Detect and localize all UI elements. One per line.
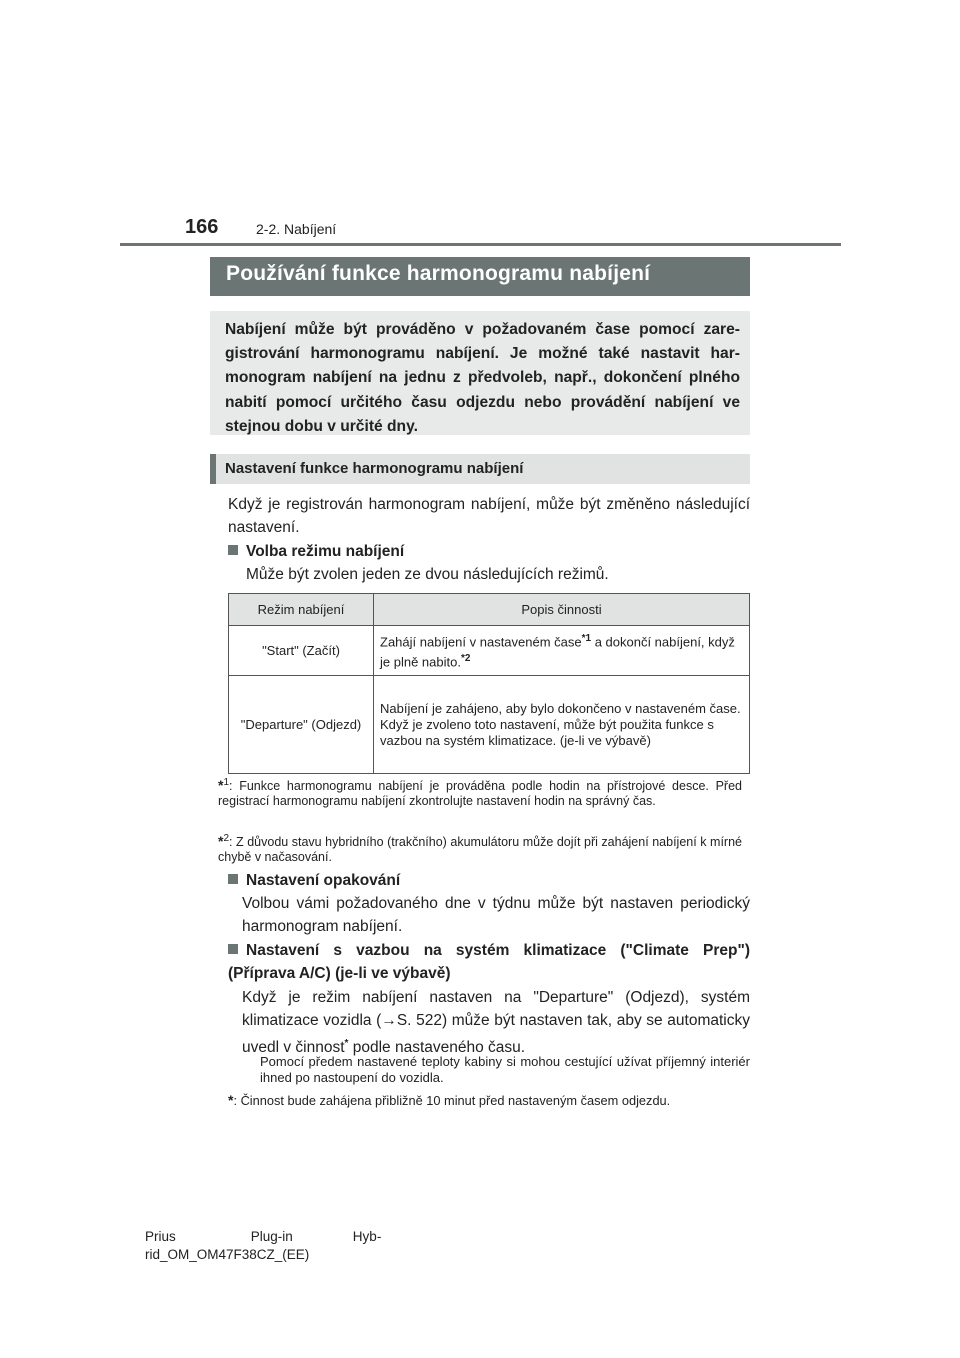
page-title: Používání funkce harmonogramu nabíjení — [226, 262, 651, 285]
table-header: Režim nabíjení — [229, 594, 374, 626]
section-label: 2-2. Nabíjení — [256, 221, 337, 237]
text-part: S. 522) může být nastaven tak, aby se automaticky uvedl v činnost — [242, 1012, 751, 1057]
text-part: Když je režim nabíjení nastaven na "Departure" (Odjezd), systém klimatizace vozidla ( — [242, 989, 750, 1029]
table-cell-mode: "Departure" (Odjezd) — [229, 676, 374, 774]
desc-text: Nabíjení je zahájeno, aby bylo dokončeno v nastaveném čase. — [380, 700, 741, 716]
item-title: Nastavení opakování — [246, 872, 401, 889]
item-text: Volbou vámi požadovaného dne v týdnu může být nastaven periodický harmonogram nabíjení. — [242, 895, 750, 935]
item-title: Nastavení s vazbou na systém klimatizace ("Climate Prep") (Příprava A/C) (je-li ve výbavě) — [228, 942, 750, 982]
bullet-square-icon — [228, 874, 238, 884]
footnote-number: 2 — [223, 833, 230, 844]
table-cell-desc — [374, 626, 750, 676]
paragraph-intro: Když je registrován harmonogram nabíjení, může být změněno následující nastavení. — [228, 496, 750, 536]
desc-text: Když je zvoleno toto nastavení, může být použita funkce s vazbou na systém klimatizace. (je-li ve výbavě) — [380, 716, 714, 748]
item-repeat — [228, 869, 400, 892]
footnote-text: : Z důvodu stavu hybridního (trakčního) akumulátoru může dojít při zahájení nabíjení k mírné chybě v načasování. — [218, 835, 742, 865]
footnote-star: * — [228, 1092, 234, 1108]
desc-text: a dokončí nabíjení, když je plně nabito. — [380, 634, 735, 669]
item-climate — [228, 939, 750, 985]
footnote-3 — [228, 1093, 750, 1108]
footnote-number: 1 — [223, 777, 230, 788]
footer — [145, 1228, 381, 1264]
header-rule — [120, 243, 841, 246]
footnote-1 — [218, 775, 742, 809]
footnote-2 — [218, 831, 742, 865]
item-text: Může být zvolen jeden ze dvou následujících režimů. — [246, 566, 609, 583]
bullet-square-icon — [228, 944, 238, 954]
bullet-square-icon — [228, 545, 238, 555]
footnote-ref: *1 — [581, 633, 592, 645]
table-cell-desc — [374, 676, 750, 774]
table-header-row — [229, 594, 750, 626]
charging-mode-table — [228, 593, 750, 774]
arrow-right-icon: → — [381, 1012, 397, 1029]
table-row — [229, 676, 750, 774]
item-charging-mode — [228, 540, 404, 563]
footnote-text: : Činnost bude zahájena přibližně 10 minut před nastaveným časem odjezdu. — [233, 1093, 671, 1108]
desc-text: Zahájí nabíjení v nastaveném čase — [380, 634, 582, 650]
table-header: Popis činnosti — [374, 594, 750, 626]
footer-line: rid_OM_OM47F38CZ_(EE) — [145, 1247, 310, 1262]
item-title: Volba režimu nabíjení — [246, 543, 405, 560]
table-row — [229, 626, 750, 676]
text-part: podle nastaveného času. — [348, 1039, 526, 1057]
footnote-star: * — [218, 833, 224, 850]
footnote-ref: * — [344, 1038, 349, 1049]
item-text — [242, 986, 750, 1059]
footnote-text: : Funkce harmonogramu nabíjení je prováděna podle hodin na přístrojové desce. Před registrací harmonogramu nabíjení zkontrolujte nastavení hodin na správný čas. — [218, 779, 742, 809]
footer-line: Prius Plug-in Hyb- — [145, 1229, 382, 1244]
table-cell-mode: "Start" (Začít) — [229, 626, 374, 676]
subsection-title: Nastavení funkce harmonogramu nabíjení — [225, 460, 524, 477]
item-note: Pomocí předem nastavené teploty kabiny si mohou cestující užívat příjemný interiér ihned po nastoupení do vozidla. — [260, 1054, 750, 1085]
intro-text: Nabíjení může být prováděno v požadovaném čase pomocí zaregistrování harmonogramu nabíjení. Je možné také nastavit harmonogram nabíjení na jednu z předvoleb, např., dokončení plného nabití pomocí určitého času odjezdu nebo provádění nabíjení ve stejnou dobu v určité dny. — [225, 321, 740, 435]
footnote-star: * — [218, 777, 224, 794]
page-number: 166 — [185, 216, 219, 238]
footnote-ref: *2 — [460, 652, 471, 664]
